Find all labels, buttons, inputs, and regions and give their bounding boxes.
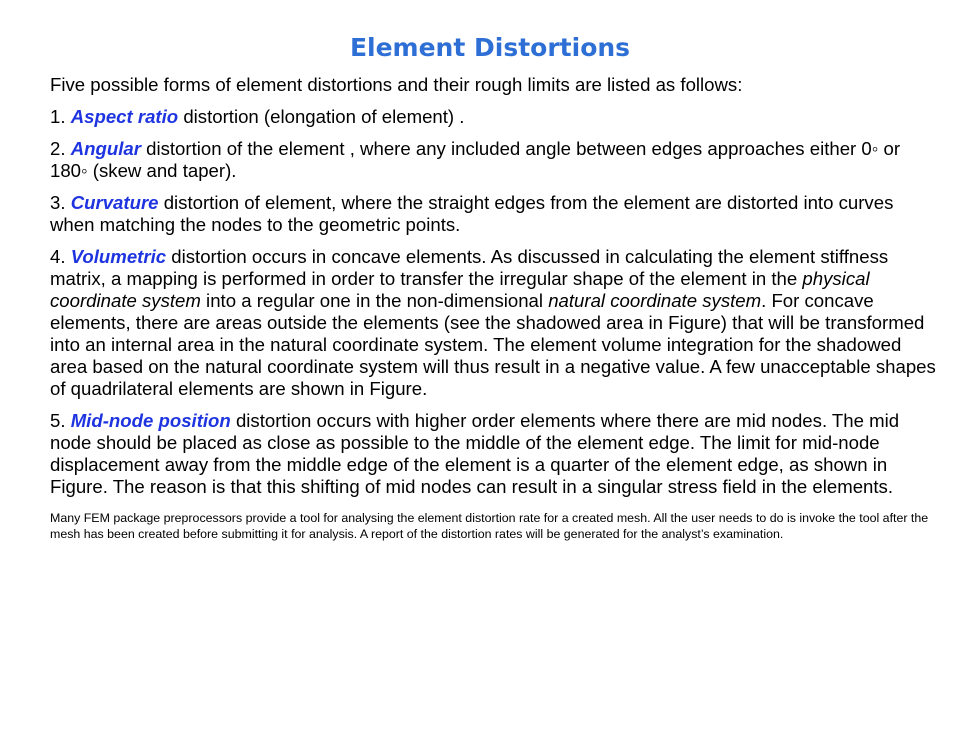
item-text: distortion occurs in concave elements. As discussed in calculating the element stiffness matrix, a mapping is performed in order to transfer the irregular shape of the element in the [50,246,889,289]
item-text: . For concave elements, there are areas outside the elements (see the shadowed area in Figure) that will be transformed into an internal area in the natural coordinate system. The element volume integration for the shadowed area based on the natural coordinate system will thus result in a negative value. A few unacceptable shapes of quadrilateral elements are shown in Figure. [50,290,936,399]
item-number: 3. [50,192,66,213]
item-volumetric [50,246,940,400]
item-number: 2. [50,138,66,159]
item-aspect-ratio [50,106,940,128]
item-mid-node-position [50,410,940,498]
intro-paragraph: Five possible forms of element distortions and their rough limits are listed as follows: [50,74,743,95]
item-text: into a regular one in the non-dimensional [200,290,549,311]
item-number: 1. [50,106,66,127]
slide-body [50,74,940,542]
item-italic-phrase: natural coordinate system [548,290,762,311]
item-italic-phrase: physical coordinate system [50,268,870,311]
item-text: distortion of the element , where any included angle between edges approaches either 0◦ or 180◦ (skew and taper). [50,138,901,181]
item-term: Volumetric [70,246,167,267]
item-term: Curvature [70,192,159,213]
item-curvature [50,192,940,236]
item-term: Aspect ratio [70,106,179,127]
item-number: 5. [50,410,66,431]
item-text: distortion of element, where the straight edges from the element are distorted into curves when matching the nodes to the geometric points. [50,192,894,235]
item-text: distortion occurs with higher order elements where there are mid nodes. The mid node should be placed as close as possible to the middle of the element edge. The limit for mid-node displacement away from the middle edge of the element is a quarter of the element edge, as shown in Figure. The reason is that this shifting of mid nodes can result in a singular stress field in the elements. [50,410,900,497]
item-term: Mid-node position [70,410,231,431]
item-angular [50,138,940,182]
item-text: distortion (elongation of element) . [178,106,465,127]
slide-title: Element Distortions [349,33,631,62]
item-term: Angular [70,138,141,159]
footnote: Many FEM package preprocessors provide a tool for analysing the element distortion rate for a created mesh. All the user needs to do is invoke the tool after the mesh has been created before submitting it for analysis. A report of the distortion rates will be generated for the analyst’s examination. [50,511,929,541]
item-number: 4. [50,246,66,267]
